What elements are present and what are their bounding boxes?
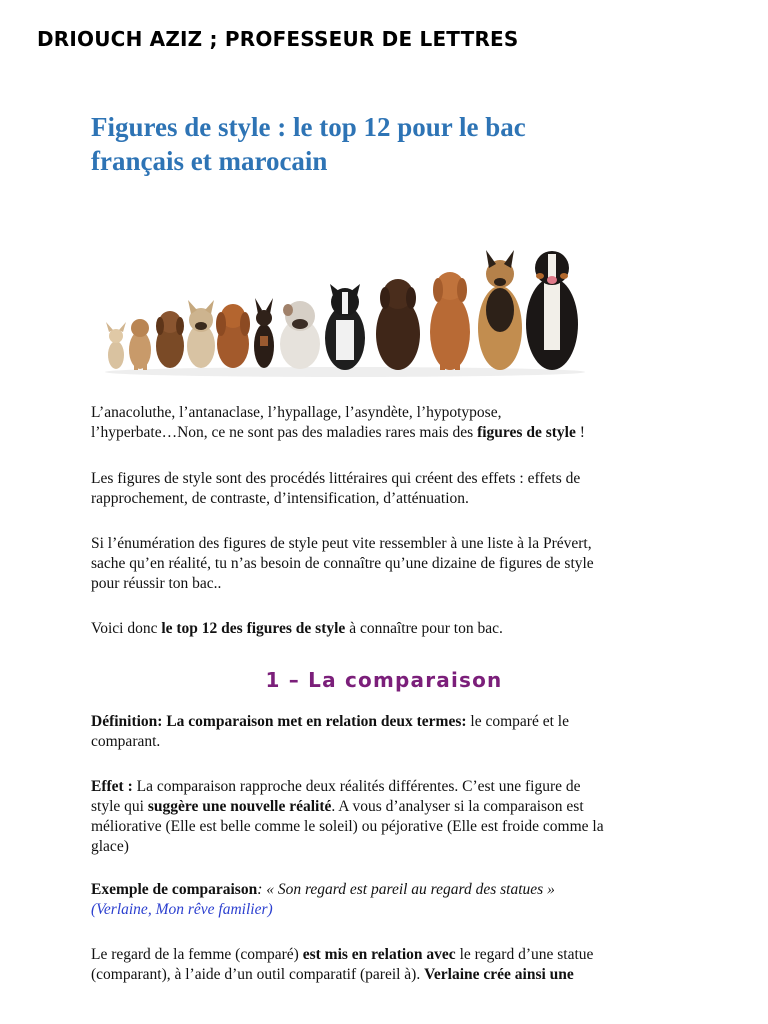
dog-illustration <box>430 272 470 370</box>
author-header: DRIOUCH AZIZ ; PROFESSEUR DE LETTRES <box>37 27 519 51</box>
text-line: pour réussir ton bac.. <box>91 575 222 592</box>
text-line: sache qu’en réalité, tu n’as besoin de connaître qu’une dizaine de figures de style <box>91 555 594 572</box>
dog-illustration <box>156 311 184 368</box>
dog-illustration <box>216 304 250 368</box>
text-line: (comparant), à l’aide d’un outil comparatif (pareil à). Verlaine crée ainsi une <box>91 966 574 983</box>
title-line-2: français et marocain <box>91 146 328 176</box>
intro-paragraph-4: Voici donc le top 12 des figures de style à connaître pour ton bac. <box>91 620 503 637</box>
page-title <box>91 110 651 178</box>
text-line: L’anacoluthe, l’antanaclase, l’hypallage, l’asyndète, l’hypotypose, <box>91 404 502 421</box>
text-line: Exemple de comparaison: « Son regard est pareil au regard des statues » <box>91 881 555 898</box>
text-line: comparant. <box>91 733 161 750</box>
text-line: Définition: La comparaison met en relation deux termes: le comparé et le <box>91 713 569 730</box>
dog-illustration <box>106 322 126 369</box>
regard-paragraph <box>91 945 691 985</box>
text-line: Si l’énumération des figures de style peut vite ressembler à une liste à la Prévert, <box>91 535 592 552</box>
text-line: glace) <box>91 838 129 855</box>
dog-illustration <box>526 251 578 370</box>
dogs-lineup-image <box>100 240 590 380</box>
text-line: Le regard de la femme (comparé) est mis en relation avec le regard d’une statue <box>91 946 594 963</box>
text-line: style qui suggère une nouvelle réalité. A vous d’analyser si la comparaison est <box>91 798 584 815</box>
text-line: rapprochement, de contraste, d’intensification, d’atténuation. <box>91 490 469 507</box>
intro-paragraph-3 <box>91 534 691 594</box>
text-line: Effet : La comparaison rapproche deux réalités différentes. C’est une figure de <box>91 778 581 795</box>
dog-illustration <box>478 250 522 370</box>
dog-illustration <box>376 279 420 370</box>
definition-paragraph <box>91 712 691 752</box>
exemple-paragraph <box>91 880 691 920</box>
text-line: Les figures de style sont des procédés littéraires qui créent des effets : effets de <box>91 470 581 487</box>
text-line: méliorative (Elle est belle comme le soleil) ou péjorative (Elle est froide comme la <box>91 818 604 835</box>
text-line: l’hyperbate…Non, ce ne sont pas des maladies rares mais des figures de style ! <box>91 424 585 441</box>
title-line-1: Figures de style : le top 12 pour le bac <box>91 112 526 142</box>
intro-paragraph-1 <box>91 403 691 443</box>
verlaine-citation-source: (Verlaine, Mon rêve familier) <box>91 901 273 918</box>
dog-illustration <box>187 300 215 368</box>
intro-paragraph-2 <box>91 469 691 509</box>
dog-illustration <box>254 298 274 368</box>
dog-illustration <box>325 284 365 370</box>
section-heading-comparaison: 1 – La comparaison <box>265 668 503 692</box>
effet-paragraph <box>91 777 691 857</box>
dog-illustration <box>280 301 320 369</box>
dog-illustration <box>129 319 151 370</box>
